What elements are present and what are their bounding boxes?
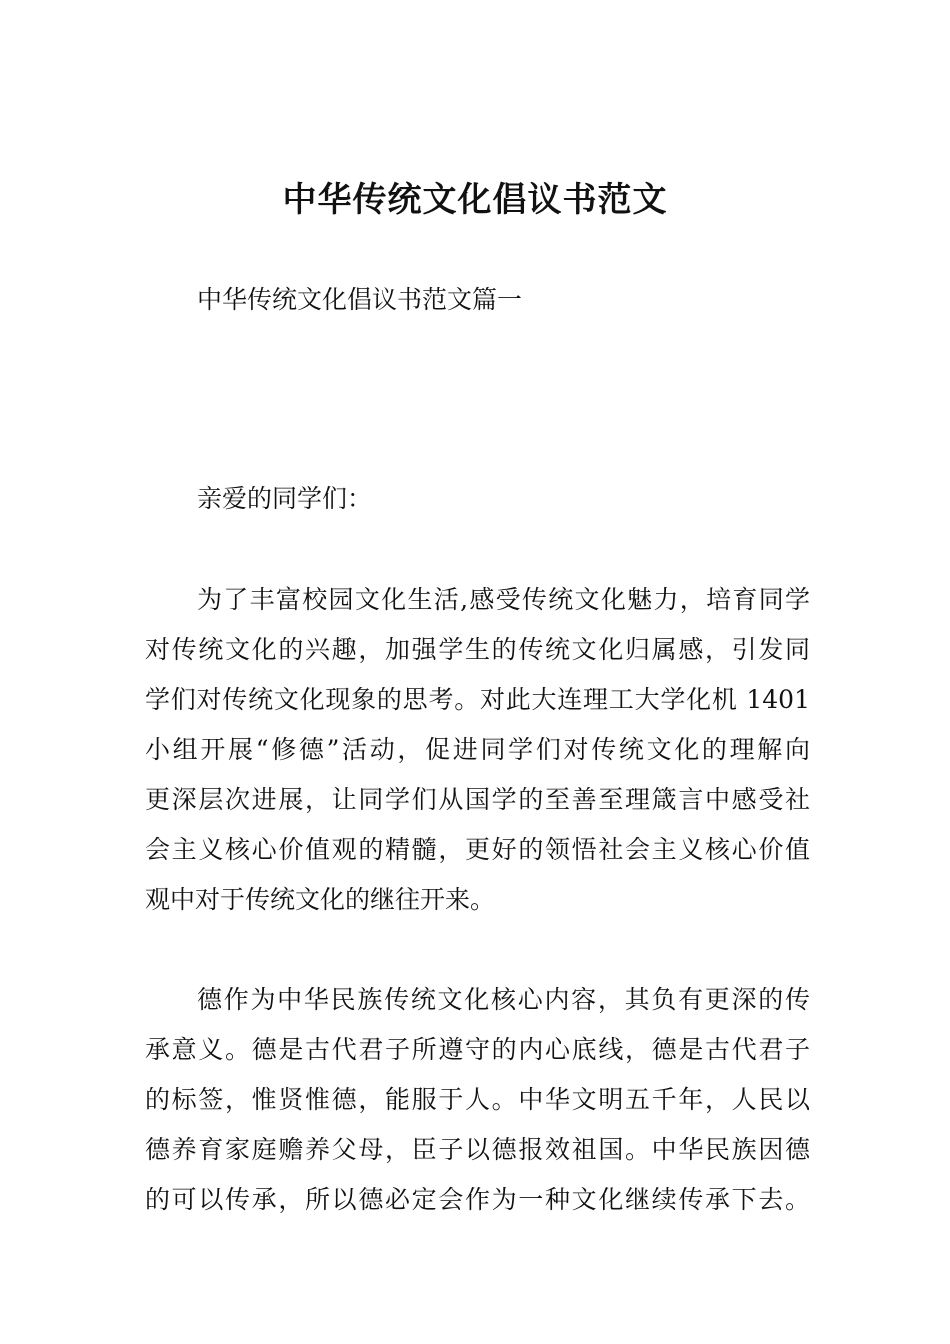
paragraph-2-line: 德作为中华民族传统文化核心内容，其负有更深的传 — [197, 985, 810, 1014]
paragraph-1-line: 会主义核心价值观的精髓，更好的领悟社会主义核心价值 — [145, 835, 810, 864]
section-heading: 中华传统文化倡议书范文篇一 — [197, 285, 523, 314]
document-title: 中华传统文化倡议书范文 — [282, 180, 668, 220]
paragraph-2-line: 德养育家庭赡养父母，臣子以德报效祖国。中华民族因德 — [145, 1135, 810, 1164]
paragraph-1-line: 为了丰富校园文化生活,感受传统文化魅力，培育同学 — [197, 585, 810, 614]
paragraph-1-line: 小组开展“修德”活动，促进同学们对传统文化的理解向 — [145, 735, 810, 764]
paragraph-2-line: 的可以传承，所以德必定会作为一种文化继续传承下去。 — [145, 1185, 810, 1214]
paragraph-2-line: 的标签，惟贤惟德，能服于人。中华文明五千年，人民以 — [145, 1085, 810, 1114]
paragraph-1-line: 对传统文化的兴趣，加强学生的传统文化归属感，引发同 — [145, 635, 810, 664]
greeting-line: 亲爱的同学们： — [197, 484, 373, 513]
paragraph-1-line: 更深层次进展，让同学们从国学的至善至理箴言中感受社 — [145, 785, 810, 814]
paragraph-2-line: 承意义。德是古代君子所遵守的内心底线，德是古代君子 — [145, 1035, 810, 1064]
paragraph-1-line: 学们对传统文化现象的思考。对此大连理工大学化机 1401 — [145, 685, 810, 714]
paragraph-1-line: 观中对于传统文化的继往开来。 — [145, 885, 496, 914]
